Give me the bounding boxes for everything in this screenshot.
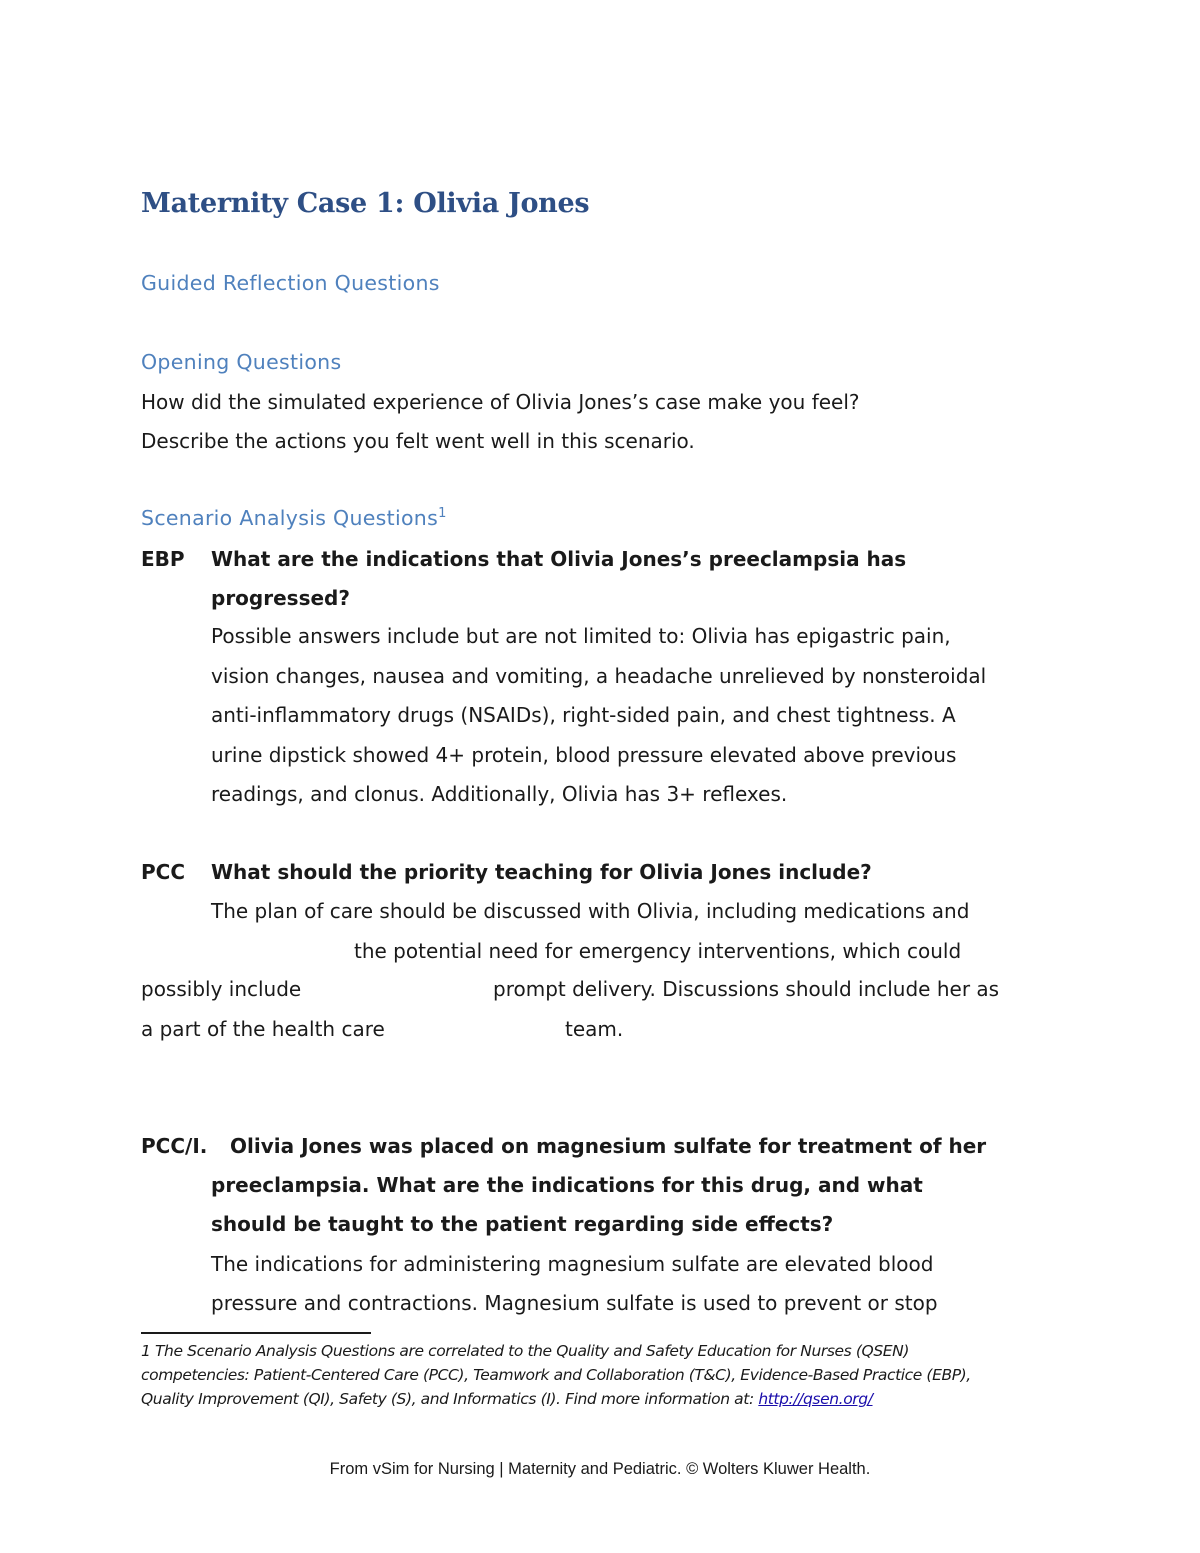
pcci-label: PCC/I. bbox=[141, 1134, 208, 1158]
pcc-answer-line-1: The plan of care should be discussed with Olivia, including medications and bbox=[211, 899, 970, 923]
pcc-answer-line-4a: a part of the health care bbox=[141, 1017, 385, 1041]
scenario-analysis-heading-text: Scenario Analysis Questions bbox=[141, 506, 439, 530]
pcc-question: What should the priority teaching for Olivia Jones include? bbox=[211, 860, 872, 884]
pcci-question-line-3: should be taught to the patient regarding side effects? bbox=[211, 1212, 834, 1236]
qsen-link[interactable]: http://qsen.org/ bbox=[758, 1390, 873, 1408]
pcc-answer-line-3a: possibly include bbox=[141, 977, 302, 1001]
pcci-question-line-2: preeclampsia. What are the indications for this drug, and what bbox=[211, 1173, 923, 1197]
opening-question-1: How did the simulated experience of Olivia Jones’s case make you feel? bbox=[141, 390, 860, 414]
pcc-label: PCC bbox=[141, 860, 186, 884]
ebp-question-line-2: progressed? bbox=[211, 586, 350, 610]
pcc-answer-line-4b: team. bbox=[565, 1017, 624, 1041]
pcc-answer-line-2: the potential need for emergency interventions, which could bbox=[354, 939, 962, 963]
page-subtitle: Guided Reflection Questions bbox=[141, 271, 440, 295]
pcc-answer-line-3b: prompt delivery. Discussions should include her as bbox=[493, 977, 1000, 1001]
ebp-answer-line-4: urine dipstick showed 4+ protein, blood pressure elevated above previous bbox=[211, 743, 957, 767]
ebp-label: EBP bbox=[141, 547, 185, 571]
page-title: Maternity Case 1: Olivia Jones bbox=[141, 188, 590, 219]
footnote-line-3 bbox=[141, 1390, 873, 1408]
pcci-question-line-1: Olivia Jones was placed on magnesium sulfate for treatment of her bbox=[230, 1134, 987, 1158]
footnote-divider bbox=[141, 1332, 371, 1334]
opening-question-2: Describe the actions you felt went well in this scenario. bbox=[141, 429, 695, 453]
footnote-line-2: competencies: Patient-Centered Care (PCC), Teamwork and Collaboration (T&C), Evidence-Based Practice (EBP), bbox=[141, 1366, 971, 1384]
ebp-answer-line-2: vision changes, nausea and vomiting, a headache unrelieved by nonsteroidal bbox=[211, 664, 987, 688]
ebp-answer-line-5: readings, and clonus. Additionally, Olivia has 3+ reflexes. bbox=[211, 782, 788, 806]
ebp-question-line-1: What are the indications that Olivia Jones’s preeclampsia has bbox=[211, 547, 907, 571]
footnote-line-1: 1 The Scenario Analysis Questions are correlated to the Quality and Safety Education for Nurses (QSEN) bbox=[141, 1342, 909, 1360]
opening-questions-heading: Opening Questions bbox=[141, 350, 342, 374]
footnote-reference: 1 bbox=[438, 506, 447, 522]
footnote-line-3-text: Quality Improvement (QI), Safety (S), and Informatics (I). Find more information at: bbox=[141, 1390, 754, 1408]
ebp-answer-line-3: anti-inflammatory drugs (NSAIDs), right-sided pain, and chest tightness. A bbox=[211, 703, 956, 727]
page-footer: From vSim for Nursing | Maternity and Pediatric. © Wolters Kluwer Health. bbox=[329, 1460, 871, 1478]
pcci-answer-line-1: The indications for administering magnesium sulfate are elevated blood bbox=[211, 1252, 934, 1276]
ebp-answer-line-1: Possible answers include but are not limited to: Olivia has epigastric pain, bbox=[211, 624, 951, 648]
pcci-answer-line-2: pressure and contractions. Magnesium sulfate is used to prevent or stop bbox=[211, 1291, 938, 1315]
scenario-analysis-heading bbox=[141, 506, 447, 530]
